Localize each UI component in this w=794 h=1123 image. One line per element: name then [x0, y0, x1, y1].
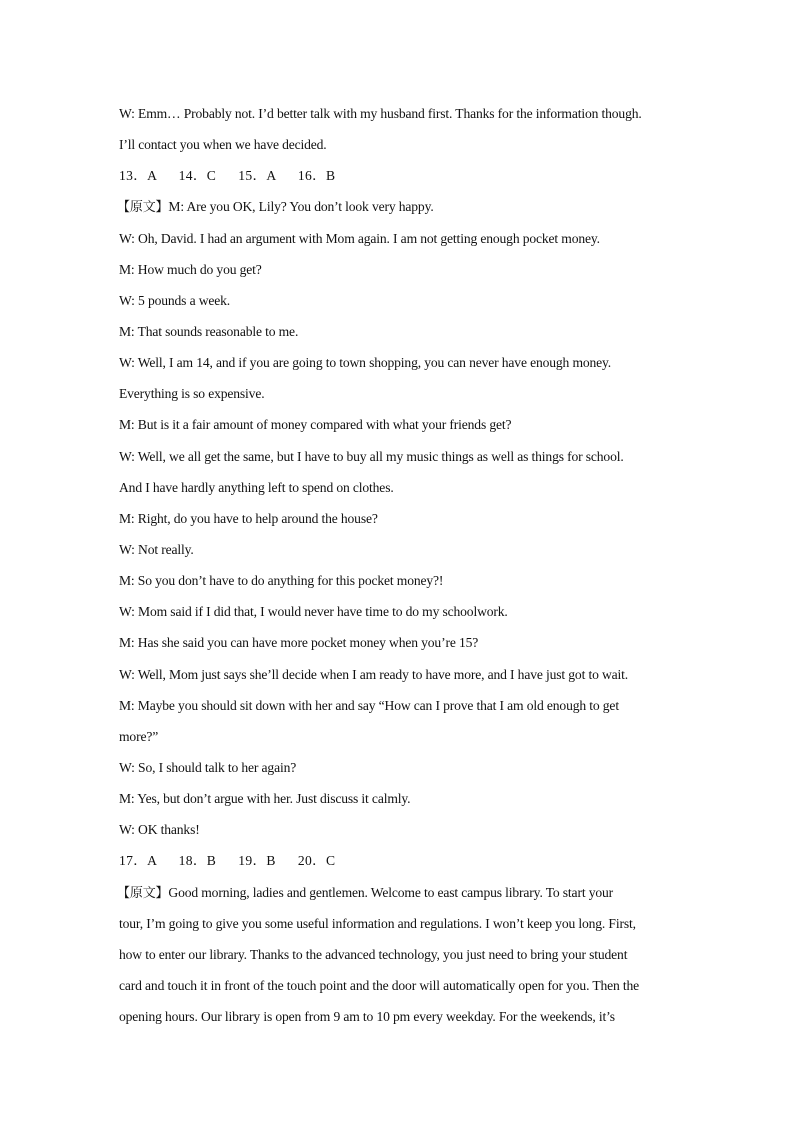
original-text-tag: 【原文】	[117, 200, 169, 216]
transcript-line: M: Maybe you should sit down with her and say “How can I prove that I am old enough to get	[119, 697, 619, 713]
transcript-text: M: Are you OK, Lily? You don’t look very happy.	[168, 199, 434, 215]
transcript-line: I’ll contact you when we have decided.	[119, 137, 327, 153]
transcript-line: W: Not really.	[119, 541, 194, 557]
transcript-line: M: Has she said you can have more pocket money when you’re 15?	[119, 635, 479, 651]
answer-key-line: 17．A 18．B 19．B 20．C	[119, 853, 336, 869]
transcript-line: M: Yes, but don’t argue with her. Just discuss it calmly.	[119, 791, 411, 807]
transcript-line: W: OK thanks!	[119, 822, 200, 838]
transcript-line: tour, I’m going to give you some useful information and regulations. I won’t keep you long. First,	[119, 915, 636, 931]
answer-key-line: 13．A 14．C 15．A 16．B	[119, 168, 336, 184]
transcript-line: M: Right, do you have to help around the house?	[119, 510, 378, 526]
transcript-line: W: So, I should talk to her again?	[119, 759, 297, 775]
transcript-line: W: Oh, David. I had an argument with Mom again. I am not getting enough pocket money.	[119, 230, 600, 246]
transcript-line: M: How much do you get?	[119, 261, 262, 277]
transcript-text: Good morning, ladies and gentlemen. Welcome to east campus library. To start your	[168, 884, 614, 900]
transcript-body	[119, 98, 679, 1032]
transcript-line: M: So you don’t have to do anything for this pocket money?!	[119, 573, 444, 589]
transcript-line: more?”	[119, 728, 159, 744]
transcript-line: card and touch it in front of the touch point and the door will automatically open for you. Then the	[119, 977, 640, 993]
original-text-tag: 【原文】	[117, 885, 169, 901]
transcript-line: Everything is so expensive.	[119, 386, 265, 402]
transcript-line: opening hours. Our library is open from 9 am to 10 pm every weekday. For the weekends, it’s	[119, 1009, 615, 1025]
transcript-line: W: Well, I am 14, and if you are going to town shopping, you can never have enough money.	[119, 355, 612, 371]
transcript-line: M: But is it a fair amount of money compared with what your friends get?	[119, 417, 512, 433]
transcript-line: W: Mom said if I did that, I would never have time to do my schoolwork.	[119, 604, 508, 620]
transcript-line: W: Emm… Probably not. I’d better talk with my husband first. Thanks for the information though.	[119, 106, 642, 121]
transcript-line: W: Well, we all get the same, but I have to buy all my music things as well as things for school.	[119, 448, 624, 464]
transcript-line	[119, 877, 679, 908]
transcript-line: W: 5 pounds a week.	[119, 292, 231, 308]
transcript-line: how to enter our library. Thanks to the advanced technology, you just need to bring your student	[119, 946, 628, 962]
transcript-line: And I have hardly anything left to spend on clothes.	[119, 479, 394, 495]
transcript-line	[119, 191, 679, 222]
transcript-line: W: Well, Mom just says she’ll decide when I am ready to have more, and I have just got to wait.	[119, 666, 629, 682]
transcript-line: M: That sounds reasonable to me.	[119, 323, 299, 339]
